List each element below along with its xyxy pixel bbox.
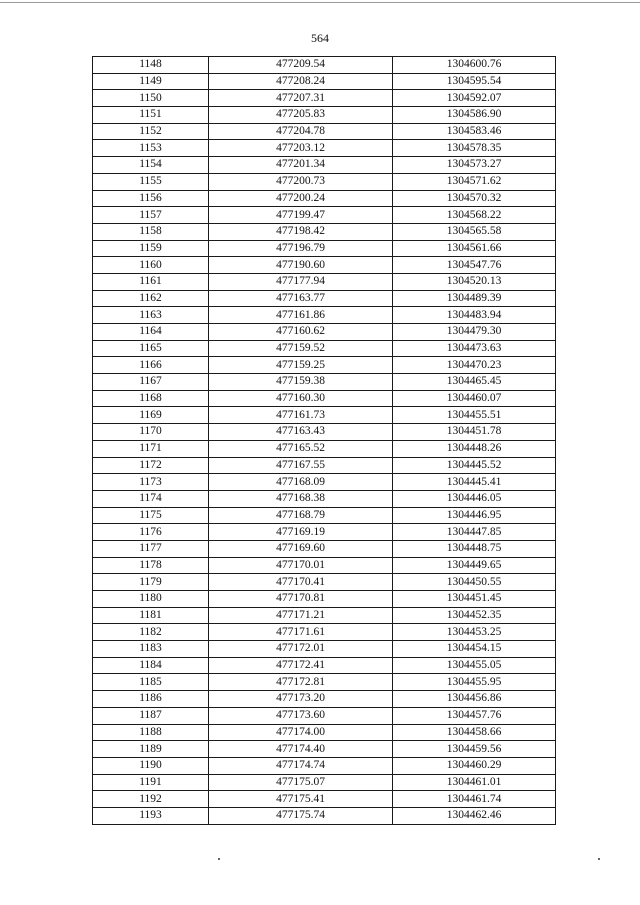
y-coordinate-cell: 1304578.35 — [393, 140, 556, 157]
point-number-cell: 1179 — [93, 574, 209, 591]
point-number-cell: 1157 — [93, 207, 209, 224]
table-row — [93, 390, 556, 407]
point-number-cell: 1151 — [93, 107, 209, 124]
x-coordinate-cell: 477167.55 — [209, 457, 393, 474]
table-row — [93, 240, 556, 257]
x-coordinate-cell: 477205.83 — [209, 107, 393, 124]
x-coordinate-cell: 477174.74 — [209, 757, 393, 774]
table-row — [93, 290, 556, 307]
point-number-cell: 1168 — [93, 390, 209, 407]
point-number-cell: 1186 — [93, 691, 209, 708]
point-number-cell: 1184 — [93, 657, 209, 674]
table-row — [93, 641, 556, 658]
point-number-cell: 1174 — [93, 490, 209, 507]
y-coordinate-cell: 1304462.46 — [393, 807, 556, 824]
table-row — [93, 457, 556, 474]
coordinates-table — [92, 56, 556, 825]
y-coordinate-cell: 1304449.65 — [393, 557, 556, 574]
table-row — [93, 490, 556, 507]
x-coordinate-cell: 477209.54 — [209, 57, 393, 74]
y-coordinate-cell: 1304473.63 — [393, 340, 556, 357]
point-number-cell: 1183 — [93, 641, 209, 658]
point-number-cell: 1149 — [93, 73, 209, 90]
table-row — [93, 324, 556, 341]
x-coordinate-cell: 477160.62 — [209, 324, 393, 341]
point-number-cell: 1187 — [93, 707, 209, 724]
x-coordinate-cell: 477168.38 — [209, 490, 393, 507]
y-coordinate-cell: 1304561.66 — [393, 240, 556, 257]
point-number-cell: 1148 — [93, 57, 209, 74]
point-number-cell: 1163 — [93, 307, 209, 324]
table-row — [93, 657, 556, 674]
y-coordinate-cell: 1304451.78 — [393, 424, 556, 441]
x-coordinate-cell: 477175.07 — [209, 774, 393, 791]
x-coordinate-cell: 477208.24 — [209, 73, 393, 90]
table-row — [93, 774, 556, 791]
x-coordinate-cell: 477159.52 — [209, 340, 393, 357]
table-row — [93, 691, 556, 708]
x-coordinate-cell: 477190.60 — [209, 257, 393, 274]
point-number-cell: 1181 — [93, 607, 209, 624]
y-coordinate-cell: 1304452.35 — [393, 607, 556, 624]
point-number-cell: 1153 — [93, 140, 209, 157]
x-coordinate-cell: 477163.77 — [209, 290, 393, 307]
point-number-cell: 1169 — [93, 407, 209, 424]
y-coordinate-cell: 1304583.46 — [393, 123, 556, 140]
point-number-cell: 1172 — [93, 457, 209, 474]
scan-speck — [218, 858, 220, 860]
x-coordinate-cell: 477170.41 — [209, 574, 393, 591]
point-number-cell: 1154 — [93, 157, 209, 174]
point-number-cell: 1185 — [93, 674, 209, 691]
y-coordinate-cell: 1304600.76 — [393, 57, 556, 74]
y-coordinate-cell: 1304456.86 — [393, 691, 556, 708]
page-number: 564 — [311, 31, 329, 45]
x-coordinate-cell: 477168.79 — [209, 507, 393, 524]
y-coordinate-cell: 1304571.62 — [393, 173, 556, 190]
y-coordinate-cell: 1304568.22 — [393, 207, 556, 224]
y-coordinate-cell: 1304455.51 — [393, 407, 556, 424]
x-coordinate-cell: 477196.79 — [209, 240, 393, 257]
x-coordinate-cell: 477174.40 — [209, 741, 393, 758]
y-coordinate-cell: 1304450.55 — [393, 574, 556, 591]
table-row — [93, 340, 556, 357]
point-number-cell: 1193 — [93, 807, 209, 824]
table-row — [93, 223, 556, 240]
y-coordinate-cell: 1304592.07 — [393, 90, 556, 107]
table-row — [93, 407, 556, 424]
y-coordinate-cell: 1304455.95 — [393, 674, 556, 691]
y-coordinate-cell: 1304459.56 — [393, 741, 556, 758]
point-number-cell: 1171 — [93, 440, 209, 457]
x-coordinate-cell: 477174.00 — [209, 724, 393, 741]
table-row — [93, 474, 556, 491]
x-coordinate-cell: 477175.41 — [209, 791, 393, 808]
point-number-cell: 1189 — [93, 741, 209, 758]
y-coordinate-cell: 1304445.41 — [393, 474, 556, 491]
point-number-cell: 1165 — [93, 340, 209, 357]
x-coordinate-cell: 477199.47 — [209, 207, 393, 224]
point-number-cell: 1167 — [93, 374, 209, 391]
point-number-cell: 1162 — [93, 290, 209, 307]
y-coordinate-cell: 1304460.07 — [393, 390, 556, 407]
point-number-cell: 1173 — [93, 474, 209, 491]
table-row — [93, 207, 556, 224]
table-row — [93, 624, 556, 641]
y-coordinate-cell: 1304446.05 — [393, 490, 556, 507]
x-coordinate-cell: 477172.01 — [209, 641, 393, 658]
table-row — [93, 741, 556, 758]
y-coordinate-cell: 1304479.30 — [393, 324, 556, 341]
point-number-cell: 1180 — [93, 591, 209, 608]
point-number-cell: 1178 — [93, 557, 209, 574]
table-row — [93, 374, 556, 391]
x-coordinate-cell: 477173.60 — [209, 707, 393, 724]
x-coordinate-cell: 477170.81 — [209, 591, 393, 608]
point-number-cell: 1192 — [93, 791, 209, 808]
point-number-cell: 1190 — [93, 757, 209, 774]
table-row — [93, 674, 556, 691]
table-row — [93, 107, 556, 124]
x-coordinate-cell: 477169.60 — [209, 540, 393, 557]
table-row — [93, 507, 556, 524]
point-number-cell: 1155 — [93, 173, 209, 190]
point-number-cell: 1156 — [93, 190, 209, 207]
point-number-cell: 1182 — [93, 624, 209, 641]
table-row — [93, 190, 556, 207]
table-row — [93, 123, 556, 140]
table-row — [93, 557, 556, 574]
y-coordinate-cell: 1304448.75 — [393, 540, 556, 557]
table-row — [93, 791, 556, 808]
y-coordinate-cell: 1304520.13 — [393, 273, 556, 290]
y-coordinate-cell: 1304483.94 — [393, 307, 556, 324]
y-coordinate-cell: 1304457.76 — [393, 707, 556, 724]
table-row — [93, 273, 556, 290]
point-number-cell: 1164 — [93, 324, 209, 341]
x-coordinate-cell: 477163.43 — [209, 424, 393, 441]
table-row — [93, 591, 556, 608]
x-coordinate-cell: 477160.30 — [209, 390, 393, 407]
x-coordinate-cell: 477172.41 — [209, 657, 393, 674]
point-number-cell: 1160 — [93, 257, 209, 274]
y-coordinate-cell: 1304489.39 — [393, 290, 556, 307]
y-coordinate-cell: 1304461.74 — [393, 791, 556, 808]
x-coordinate-cell: 477207.31 — [209, 90, 393, 107]
point-number-cell: 1166 — [93, 357, 209, 374]
point-number-cell: 1161 — [93, 273, 209, 290]
point-number-cell: 1152 — [93, 123, 209, 140]
point-number-cell: 1158 — [93, 223, 209, 240]
x-coordinate-cell: 477171.61 — [209, 624, 393, 641]
y-coordinate-cell: 1304445.52 — [393, 457, 556, 474]
x-coordinate-cell: 477159.25 — [209, 357, 393, 374]
y-coordinate-cell: 1304595.54 — [393, 73, 556, 90]
y-coordinate-cell: 1304447.85 — [393, 524, 556, 541]
point-number-cell: 1150 — [93, 90, 209, 107]
y-coordinate-cell: 1304586.90 — [393, 107, 556, 124]
x-coordinate-cell: 477159.38 — [209, 374, 393, 391]
x-coordinate-cell: 477198.42 — [209, 223, 393, 240]
y-coordinate-cell: 1304573.27 — [393, 157, 556, 174]
y-coordinate-cell: 1304454.15 — [393, 641, 556, 658]
x-coordinate-cell: 477170.01 — [209, 557, 393, 574]
x-coordinate-cell: 477161.73 — [209, 407, 393, 424]
point-number-cell: 1176 — [93, 524, 209, 541]
y-coordinate-cell: 1304461.01 — [393, 774, 556, 791]
point-number-cell: 1175 — [93, 507, 209, 524]
y-coordinate-cell: 1304465.45 — [393, 374, 556, 391]
top-rule — [0, 2, 640, 3]
x-coordinate-cell: 477165.52 — [209, 440, 393, 457]
x-coordinate-cell: 477168.09 — [209, 474, 393, 491]
x-coordinate-cell: 477169.19 — [209, 524, 393, 541]
x-coordinate-cell: 477201.34 — [209, 157, 393, 174]
y-coordinate-cell: 1304570.32 — [393, 190, 556, 207]
x-coordinate-cell: 477203.12 — [209, 140, 393, 157]
table-row — [93, 90, 556, 107]
y-coordinate-cell: 1304458.66 — [393, 724, 556, 741]
table-row — [93, 357, 556, 374]
table-row — [93, 607, 556, 624]
x-coordinate-cell: 477177.94 — [209, 273, 393, 290]
table-row — [93, 73, 556, 90]
y-coordinate-cell: 1304547.76 — [393, 257, 556, 274]
y-coordinate-cell: 1304448.26 — [393, 440, 556, 457]
table-row — [93, 157, 556, 174]
table-row — [93, 140, 556, 157]
table-row — [93, 524, 556, 541]
coordinates-table-body — [93, 57, 556, 825]
point-number-cell: 1188 — [93, 724, 209, 741]
x-coordinate-cell: 477200.73 — [209, 173, 393, 190]
table-row — [93, 173, 556, 190]
y-coordinate-cell: 1304565.58 — [393, 223, 556, 240]
table-row — [93, 757, 556, 774]
x-coordinate-cell: 477172.81 — [209, 674, 393, 691]
table-row — [93, 257, 556, 274]
table-row — [93, 707, 556, 724]
x-coordinate-cell: 477161.86 — [209, 307, 393, 324]
table-row — [93, 807, 556, 824]
table-row — [93, 440, 556, 457]
y-coordinate-cell: 1304453.25 — [393, 624, 556, 641]
point-number-cell: 1170 — [93, 424, 209, 441]
x-coordinate-cell: 477173.20 — [209, 691, 393, 708]
scan-speck — [598, 858, 600, 860]
point-number-cell: 1191 — [93, 774, 209, 791]
x-coordinate-cell: 477171.21 — [209, 607, 393, 624]
table-row — [93, 307, 556, 324]
x-coordinate-cell: 477175.74 — [209, 807, 393, 824]
x-coordinate-cell: 477204.78 — [209, 123, 393, 140]
table-row — [93, 540, 556, 557]
y-coordinate-cell: 1304451.45 — [393, 591, 556, 608]
table-row — [93, 424, 556, 441]
point-number-cell: 1177 — [93, 540, 209, 557]
y-coordinate-cell: 1304470.23 — [393, 357, 556, 374]
table-row — [93, 57, 556, 74]
table-row — [93, 574, 556, 591]
y-coordinate-cell: 1304455.05 — [393, 657, 556, 674]
x-coordinate-cell: 477200.24 — [209, 190, 393, 207]
y-coordinate-cell: 1304460.29 — [393, 757, 556, 774]
table-row — [93, 724, 556, 741]
point-number-cell: 1159 — [93, 240, 209, 257]
y-coordinate-cell: 1304446.95 — [393, 507, 556, 524]
